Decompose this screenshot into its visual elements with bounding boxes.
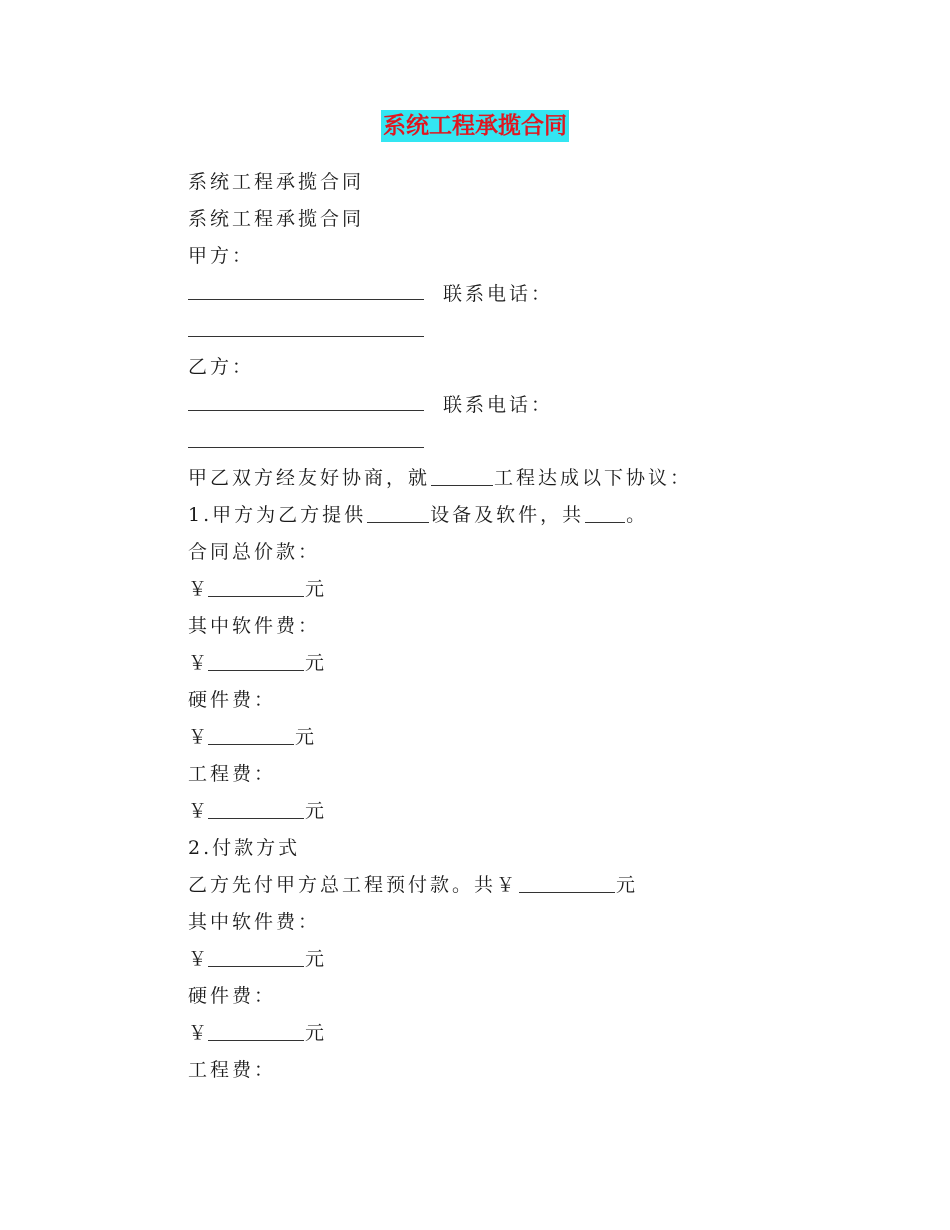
yuan-unit: 元: [305, 948, 328, 970]
blank-line: [367, 502, 429, 523]
amount-row: [188, 571, 748, 608]
text-line: 系统工程承揽合同: [188, 208, 365, 230]
text-fragment: 1.甲方为乙方提供: [188, 504, 367, 526]
party-b-phone-row: [188, 423, 748, 460]
yen-sign: ￥: [188, 578, 208, 600]
amount-row: [188, 793, 748, 830]
yuan-unit: 元: [305, 652, 328, 674]
blank-line: [208, 724, 294, 745]
document-body: [188, 164, 748, 1089]
total-price-label: 合同总价款：: [188, 541, 321, 563]
hardware-fee-label: 硬件费：: [188, 985, 277, 1007]
title-wrap: [0, 110, 950, 142]
prepay-line: [188, 867, 748, 904]
amount-row: [188, 941, 748, 978]
yuan-unit: 元: [305, 800, 328, 822]
yen-sign: ￥: [188, 652, 208, 674]
yen-sign: ￥: [188, 1022, 208, 1044]
blank-line: [208, 1020, 304, 1041]
contact-label: 联系电话：: [443, 394, 554, 416]
contact-label: 联系电话：: [443, 283, 554, 305]
blank-line: [188, 423, 424, 448]
blank-line: [188, 275, 424, 300]
party-b-name-row: [188, 386, 748, 423]
yuan-unit: 元: [616, 874, 639, 896]
text-fragment: 。: [626, 504, 649, 526]
blank-line: [208, 576, 304, 597]
blank-line: [208, 650, 304, 671]
agreement-line: [188, 460, 748, 497]
yen-sign: ￥: [188, 800, 208, 822]
item-2-line: 2.付款方式: [188, 837, 301, 859]
text-fragment: 乙方先付甲方总工程预付款。共￥: [188, 874, 519, 896]
text-fragment: 工程达成以下协议：: [494, 467, 693, 489]
party-a-label: 甲方：: [188, 245, 255, 267]
item-1-line: [188, 497, 748, 534]
engineering-fee-label: 工程费：: [188, 763, 277, 785]
yen-sign: ￥: [188, 726, 208, 748]
engineering-fee-label: 工程费：: [188, 1059, 277, 1081]
text-line: 系统工程承揽合同: [188, 171, 365, 193]
amount-row: [188, 719, 748, 756]
amount-row: [188, 645, 748, 682]
blank-line: [519, 872, 615, 893]
amount-row: [188, 1015, 748, 1052]
yuan-unit: 元: [305, 578, 328, 600]
text-fragment: 甲乙双方经友好协商，就: [188, 467, 431, 489]
hardware-fee-label: 硬件费：: [188, 689, 277, 711]
blank-line: [188, 386, 424, 411]
blank-line: [208, 798, 304, 819]
blank-line: [585, 502, 625, 523]
party-a-name-row: [188, 275, 748, 312]
software-fee-label: 其中软件费：: [188, 615, 321, 637]
party-b-label: 乙方：: [188, 356, 255, 378]
yuan-unit: 元: [305, 1022, 328, 1044]
blank-line: [188, 312, 424, 337]
document-title: 系统工程承揽合同: [381, 110, 569, 142]
yen-sign: ￥: [188, 948, 208, 970]
software-fee-label: 其中软件费：: [188, 911, 321, 933]
text-fragment: 设备及软件，共: [430, 504, 585, 526]
blank-line: [431, 465, 493, 486]
blank-line: [208, 946, 304, 967]
party-a-phone-row: [188, 312, 748, 349]
yuan-unit: 元: [295, 726, 318, 748]
